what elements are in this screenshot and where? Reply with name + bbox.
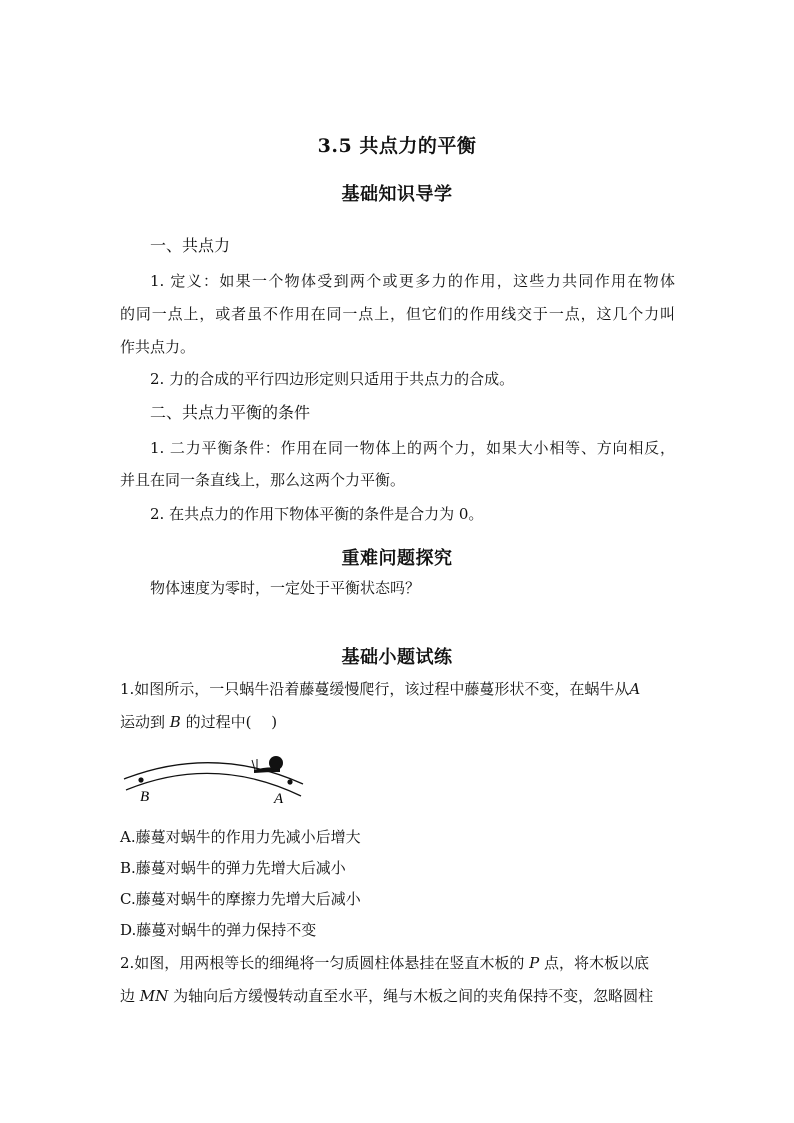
q1-option-a: A.藤蔓对蜗牛的作用力先减小后增大: [120, 828, 361, 846]
vine-snail-diagram: [118, 746, 310, 808]
section-2-heading: 二、共点力平衡的条件: [150, 403, 311, 422]
difficult-question: 物体速度为零时，一定处于平衡状态吗？: [150, 579, 421, 597]
q2-line1: [120, 953, 649, 973]
section-1-heading: 一、共点力: [150, 236, 231, 255]
heading-basic-knowledge: 基础知识导学: [341, 184, 453, 205]
q1-line2: [120, 712, 277, 732]
q2-line1-pre: 2.如图，用两根等长的细绳将一匀质圆柱体悬挂在竖直木板的: [120, 954, 525, 972]
q1-line2-post: 的过程中( ): [185, 713, 278, 731]
page-title: 3.5 共点力的平衡: [317, 135, 477, 157]
q2-var-p: P: [529, 954, 540, 972]
heading-difficult-problems: 重难问题探究: [341, 548, 453, 569]
q2-line2: [120, 986, 653, 1006]
sec2-item1-line1: 1. 二力平衡条件：作用在同一物体上的两个力，如果大小相等、方向相反，: [150, 439, 675, 457]
q2-line2-pre: 边: [120, 987, 136, 1005]
sec1-item2: 2. 力的合成的平行四边形定则只适用于共点力的合成。: [150, 370, 515, 388]
label-a: A: [274, 791, 284, 807]
vine-snail-figure: [118, 746, 310, 808]
snail-icon: [252, 756, 283, 773]
q1-var-b: B: [169, 713, 181, 731]
sec1-item1-line1: 1. 定义：如果一个物体受到两个或更多力的作用，这些力共同作用在物体: [150, 272, 675, 290]
q1-line1-text: 1.如图所示，一只蜗牛沿着藤蔓缓慢爬行，该过程中藤蔓形状不变，在蜗牛从: [120, 680, 630, 698]
point-b-dot: [138, 777, 143, 782]
q1-line2-pre: 运动到: [120, 713, 166, 731]
q2-var-mn: MN: [139, 987, 169, 1005]
sec2-item2: 2. 在共点力的作用下物体平衡的条件是合力为 0。: [150, 505, 484, 523]
q1-option-b: B.藤蔓对蜗牛的弹力先增大后减小: [120, 859, 346, 877]
q1-option-c: C.藤蔓对蜗牛的摩擦力先增大后减小: [120, 890, 361, 908]
point-a-dot: [287, 779, 292, 784]
q2-line2-post: 为轴向后方缓慢转动直至水平，绳与木板之间的夹角保持不变，忽略圆柱: [173, 987, 654, 1005]
heading-basic-practice: 基础小题试练: [341, 647, 453, 668]
sec2-item1-line2: 并且在同一条直线上，那么这两个力平衡。: [120, 471, 406, 489]
sec1-item1-line3: 作共点力。: [120, 338, 196, 356]
label-b: B: [140, 789, 150, 805]
sec1-item1-line2: 的同一点上，或者虽不作用在同一点上，但它们的作用线交于一点，这几个力叫: [120, 305, 675, 323]
q2-line1-post: 点，将木板以底: [543, 954, 649, 972]
q1-var-a: A: [629, 680, 641, 698]
q1-line1: [120, 679, 640, 699]
q1-option-d: D.藤蔓对蜗牛的弹力保持不变: [120, 921, 317, 939]
